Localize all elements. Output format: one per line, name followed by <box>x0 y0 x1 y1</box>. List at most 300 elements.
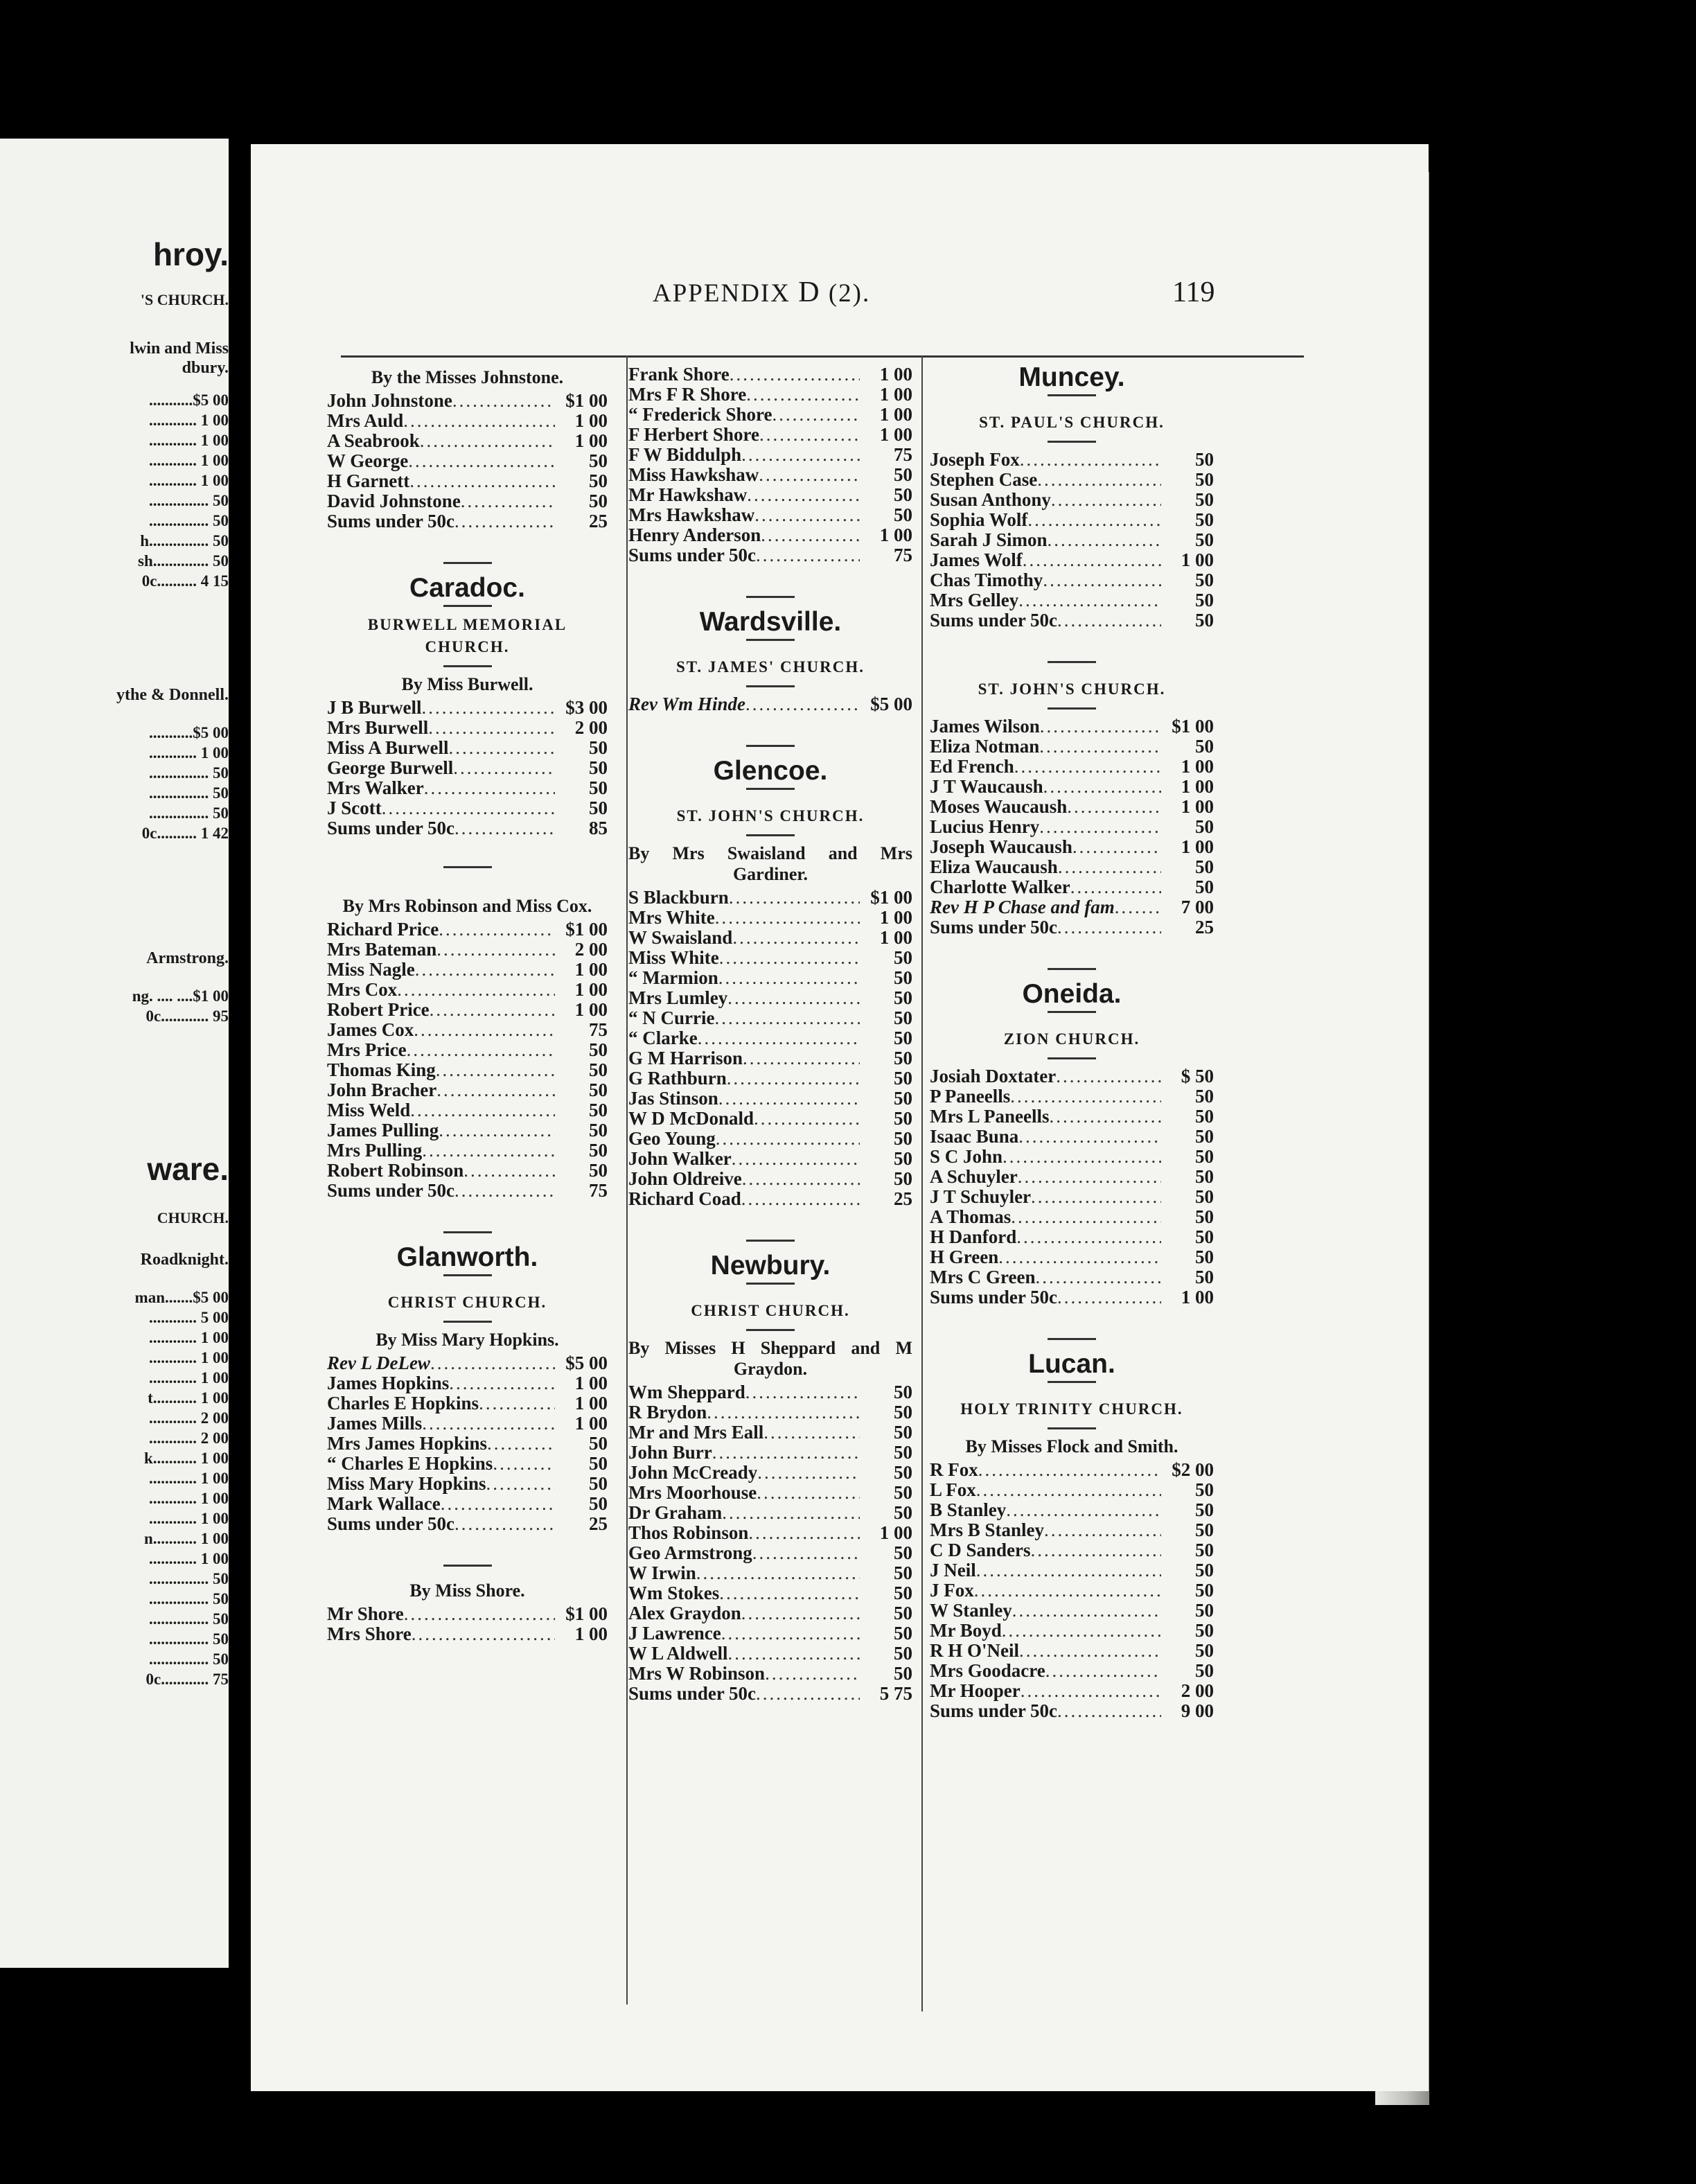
leader-dots <box>976 1560 1161 1580</box>
leader-dots <box>1014 757 1161 777</box>
donation-amount: 50 <box>589 1493 608 1514</box>
page-header <box>653 276 870 309</box>
donation-amount: 50 <box>894 967 912 988</box>
leader-dots <box>757 1483 860 1503</box>
donor-name: Rev H P Chase and fam <box>930 897 1115 917</box>
entry-row <box>628 1048 912 1068</box>
leader-dots <box>1043 777 1161 797</box>
donor-name: Mrs Price <box>327 1039 407 1060</box>
leader-dots <box>424 778 555 798</box>
left-page-line: CHURCH. <box>157 1209 229 1226</box>
donor-name: Mrs C Green <box>930 1267 1036 1287</box>
donation-amount: 50 <box>894 1007 912 1028</box>
church-st-pauls: ST. PAUL'S CHURCH. <box>979 414 1165 431</box>
entry-row <box>628 1463 912 1483</box>
donation-amount: 1 00 <box>1181 796 1214 817</box>
donation-amount: 50 <box>589 1473 608 1494</box>
lucan-list <box>930 1460 1214 1721</box>
entry-row <box>327 1060 608 1080</box>
entry-row <box>628 1402 912 1423</box>
left-page-line: sh.............. 50 <box>138 552 229 570</box>
donation-amount: 50 <box>894 1663 912 1684</box>
leader-dots <box>407 1040 555 1060</box>
donor-name: Miss A Burwell <box>327 737 449 758</box>
donation-amount: 50 <box>894 1603 912 1623</box>
title-rule <box>1048 394 1096 396</box>
entry-row <box>930 1086 1214 1107</box>
entry-row <box>930 1187 1214 1207</box>
column-divider-2 <box>921 355 923 2011</box>
donor-name: Sums under 50c <box>930 917 1058 937</box>
donation-amount: 50 <box>1195 1560 1214 1580</box>
donor-name: Susan Anthony <box>930 489 1051 510</box>
leader-dots <box>461 491 555 511</box>
entry-row <box>327 511 608 531</box>
leader-dots <box>1045 1661 1161 1681</box>
donor-name: Mr and Mrs Eall <box>628 1422 764 1443</box>
donation-amount: 50 <box>894 504 912 525</box>
entry-row <box>628 928 912 948</box>
leader-dots <box>716 1129 860 1149</box>
donor-name: Rev L DeLew <box>327 1353 430 1373</box>
donation-amount: $1 00 <box>565 1603 608 1624</box>
entry-row <box>628 405 912 425</box>
donation-amount: 50 <box>894 1068 912 1089</box>
donor-name: Lucius Henry <box>930 816 1040 837</box>
donation-amount: 50 <box>589 450 608 471</box>
entry-row <box>628 1068 912 1089</box>
heading-by-hopkins: By Miss Mary Hopkins. <box>376 1330 559 1350</box>
left-page-line: ............... 50 <box>149 804 229 822</box>
donation-amount: 50 <box>1195 1186 1214 1207</box>
donor-name: A Thomas <box>930 1206 1012 1227</box>
donor-name: Mr Shore <box>327 1603 404 1624</box>
donor-name: R H O'Neil <box>930 1640 1019 1661</box>
entry-row <box>930 1520 1214 1540</box>
place-newbury: Newbury. <box>710 1251 831 1280</box>
donor-name: Mrs Cox <box>327 979 398 1000</box>
leader-dots <box>756 1684 860 1704</box>
left-page-line: man.......$5 00 <box>134 1289 229 1306</box>
donor-name: R Fox <box>930 1459 978 1480</box>
church-holy-trinity: HOLY TRINITY CHURCH. <box>960 1400 1183 1418</box>
st-pauls-list <box>930 450 1214 631</box>
left-page-line: ythe & Donnell. <box>116 686 229 704</box>
entry-row <box>327 471 608 491</box>
donor-name: Mrs B Stanley <box>930 1520 1044 1540</box>
donor-name: James Hopkins <box>327 1373 450 1393</box>
donor-name: John Burr <box>628 1442 712 1463</box>
leader-dots <box>719 948 860 968</box>
leader-dots <box>463 1161 555 1181</box>
donor-name: W L Aldwell <box>628 1643 728 1664</box>
leader-dots <box>422 1141 555 1161</box>
place-glanworth: Glanworth. <box>396 1242 538 1272</box>
donor-name: “ Charles E Hopkins <box>327 1453 493 1474</box>
donor-name: Miss Hawkshaw <box>628 464 759 485</box>
entry-row <box>930 1540 1214 1560</box>
entry-row <box>628 694 912 714</box>
donor-name: Mrs Moorhouse <box>628 1482 757 1503</box>
leader-dots <box>998 1247 1161 1267</box>
leader-dots <box>415 960 555 980</box>
left-page-line: 0c............ 75 <box>145 1671 229 1688</box>
entry-row <box>628 485 912 505</box>
entry-row <box>628 1583 912 1603</box>
entry-row <box>930 877 1214 897</box>
leader-dots <box>410 1100 555 1120</box>
entry-row <box>327 718 608 738</box>
donation-amount: 25 <box>894 1188 912 1209</box>
donor-name: F W Biddulph <box>628 444 742 465</box>
donation-amount: 50 <box>589 1039 608 1060</box>
section-rule <box>443 1231 492 1233</box>
donor-name: Josiah Doxtater <box>930 1066 1057 1086</box>
leader-dots <box>1019 1641 1161 1661</box>
donor-name: Mrs James Hopkins <box>327 1433 488 1454</box>
leader-dots <box>1031 1187 1161 1207</box>
left-page-line: ............ 1 00 <box>149 1369 229 1386</box>
left-page-line: k........... 1 00 <box>143 1450 229 1467</box>
donation-amount: 50 <box>894 1128 912 1149</box>
entry-row <box>628 1543 912 1563</box>
donation-amount: 50 <box>1195 1600 1214 1621</box>
donor-name: W George <box>327 450 409 471</box>
donor-name: W Swaisland <box>628 927 733 948</box>
glencoe-list <box>628 888 912 1209</box>
leader-dots <box>1012 1601 1161 1621</box>
entry-row <box>628 1129 912 1149</box>
entry-row <box>930 1580 1214 1601</box>
leader-dots <box>487 1434 555 1454</box>
leader-dots <box>1016 1227 1161 1247</box>
heading-by-flock: By Misses Flock and Smith. <box>965 1436 1178 1456</box>
leader-dots <box>696 1563 860 1583</box>
donation-amount: 50 <box>1195 1580 1214 1601</box>
donation-amount: 50 <box>1195 1226 1214 1247</box>
donation-amount: 50 <box>894 1462 912 1483</box>
leader-dots <box>1040 716 1161 737</box>
entry-row <box>930 1066 1214 1086</box>
burwell-list <box>327 698 608 838</box>
appendix-label: APPENDIX <box>653 279 790 308</box>
left-page-line: ............... 50 <box>149 1650 229 1668</box>
heading-by-sheppard: By Misses H Sheppard and M Graydon. <box>628 1338 912 1379</box>
left-page-line: 0c.......... 4 15 <box>141 572 229 590</box>
leader-dots <box>1044 1520 1161 1540</box>
donation-amount: 50 <box>1195 1206 1214 1227</box>
entry-row <box>930 917 1214 937</box>
donor-name: Geo Armstrong <box>628 1542 752 1563</box>
left-page-line: Roadknight. <box>140 1251 229 1269</box>
donor-name: Henry Anderson <box>628 525 761 545</box>
donation-amount: 50 <box>1195 1540 1214 1560</box>
donation-amount: $1 00 <box>565 919 608 940</box>
left-page-line: ............ 1 00 <box>149 1550 229 1567</box>
leader-dots <box>453 758 555 778</box>
left-page-line: ............... 50 <box>149 492 229 509</box>
leader-dots <box>404 1604 555 1624</box>
left-page-line: ............... 50 <box>149 512 229 529</box>
entry-row <box>930 817 1214 837</box>
left-page-line: ............... 50 <box>149 784 229 802</box>
entry-row <box>930 490 1214 510</box>
section-rule <box>746 745 795 747</box>
left-page-line: ............ 5 00 <box>149 1309 229 1326</box>
donation-amount: 50 <box>894 1442 912 1463</box>
donation-amount: 1 00 <box>879 525 912 545</box>
donation-amount: 1 00 <box>1181 836 1214 857</box>
donor-name: Thos Robinson <box>628 1522 749 1543</box>
page-number: 119 <box>1172 276 1215 308</box>
leader-dots <box>436 1060 555 1080</box>
entry-row <box>930 510 1214 530</box>
leader-dots <box>722 1503 860 1523</box>
donor-name: David Johnstone <box>327 491 461 511</box>
leader-dots <box>1039 737 1161 757</box>
entry-row <box>628 888 912 908</box>
donation-amount: 50 <box>589 1140 608 1161</box>
entry-row <box>628 1008 912 1028</box>
donor-name: F Herbert Shore <box>628 424 759 445</box>
donation-amount: 50 <box>894 1108 912 1129</box>
leader-dots <box>454 1181 555 1201</box>
left-page-line: ............ 2 00 <box>149 1409 229 1427</box>
title-rule <box>443 605 492 607</box>
left-page-line: t........... 1 00 <box>148 1389 229 1407</box>
entry-row <box>628 1623 912 1644</box>
leader-dots <box>1056 1066 1161 1086</box>
donation-amount: 50 <box>894 1502 912 1523</box>
leader-dots <box>1115 897 1161 917</box>
leader-dots <box>1037 470 1161 490</box>
entry-row <box>930 570 1214 590</box>
entry-row <box>327 1161 608 1181</box>
entry-row <box>628 364 912 385</box>
entry-row <box>628 545 912 565</box>
title-rule <box>1048 1381 1096 1383</box>
entry-row <box>628 1684 912 1704</box>
donation-amount: 1 00 <box>574 410 608 431</box>
donation-amount: 50 <box>894 1088 912 1109</box>
donation-amount: 50 <box>894 1482 912 1503</box>
title-rule <box>1048 707 1096 710</box>
donation-amount: 1 00 <box>1181 756 1214 777</box>
entry-row <box>327 818 608 838</box>
place-caradoc: Caradoc. <box>409 573 525 603</box>
title-rule <box>443 665 492 667</box>
church-burwell-memorial: BURWELL MEMORIAL CHURCH. <box>367 616 567 655</box>
left-page-line: Armstrong. <box>146 949 229 967</box>
donor-name: R Brydon <box>628 1402 707 1423</box>
donation-amount: 50 <box>1195 1520 1214 1540</box>
donor-name: Isaac Buna <box>930 1126 1019 1147</box>
column-1 <box>327 364 608 1644</box>
donor-name: J Scott <box>327 798 382 818</box>
entry-row <box>628 1382 912 1402</box>
donor-name: Miss Mary Hopkins <box>327 1473 486 1494</box>
donor-name: John Johnstone <box>327 390 452 411</box>
leader-dots <box>439 919 555 940</box>
entry-row <box>628 908 912 928</box>
donation-amount: 1 00 <box>574 979 608 1000</box>
leader-dots <box>745 1382 860 1402</box>
donor-name: Joseph Waucaush <box>930 836 1072 857</box>
entry-row <box>930 1167 1214 1187</box>
donation-amount: 50 <box>1195 449 1214 470</box>
donor-name: Wm Sheppard <box>628 1382 745 1402</box>
donation-amount: 50 <box>894 1623 912 1644</box>
donor-name: Mr Hawkshaw <box>628 484 748 505</box>
donation-amount: 50 <box>894 1542 912 1563</box>
leader-dots <box>732 1149 860 1169</box>
leader-dots <box>449 738 555 758</box>
donor-name: Sums under 50c <box>628 1683 757 1704</box>
entry-row <box>930 470 1214 490</box>
entry-row <box>628 1028 912 1048</box>
left-page-line: 0c............ 95 <box>145 1007 229 1025</box>
entry-row <box>327 1494 608 1514</box>
shore-cont-list <box>628 364 912 565</box>
donation-amount: 50 <box>894 1402 912 1423</box>
leader-dots <box>752 1543 860 1563</box>
donor-name: J Neil <box>930 1560 976 1580</box>
donation-amount: 2 00 <box>1181 1680 1214 1701</box>
entry-row <box>327 1000 608 1020</box>
donor-name: Mrs Pulling <box>327 1140 423 1161</box>
donation-amount: 50 <box>1195 1479 1214 1500</box>
leader-dots <box>732 928 860 948</box>
leader-dots <box>1011 1207 1161 1227</box>
leader-dots <box>974 1580 1161 1601</box>
entry-row <box>930 777 1214 797</box>
heading-by-johnstone: By the Misses Johnstone. <box>371 367 564 387</box>
leader-dots <box>408 451 555 471</box>
donation-amount: 75 <box>589 1019 608 1040</box>
leader-dots <box>1021 1681 1161 1701</box>
entry-row <box>327 1514 608 1534</box>
donation-amount: 50 <box>1195 529 1214 550</box>
leader-dots <box>719 1583 860 1603</box>
entry-row <box>327 1454 608 1474</box>
title-rule <box>443 1274 492 1276</box>
entry-row <box>930 1207 1214 1227</box>
donation-amount: 50 <box>1195 1166 1214 1187</box>
donor-name: Mrs Burwell <box>327 717 429 738</box>
leader-dots <box>746 385 860 405</box>
donor-name: James Pulling <box>327 1120 439 1141</box>
leader-dots <box>747 485 860 505</box>
entry-row <box>628 1483 912 1503</box>
donation-amount: 1 00 <box>574 1413 608 1434</box>
entry-row <box>930 1127 1214 1147</box>
entry-row <box>327 1604 608 1624</box>
left-page-line: ware. <box>147 1151 229 1187</box>
entry-row <box>628 1603 912 1623</box>
leader-dots <box>729 888 860 908</box>
leader-dots <box>718 1089 860 1109</box>
donation-amount: 1 00 <box>1181 1287 1214 1307</box>
left-page-line: 'S CHURCH. <box>140 291 229 308</box>
donor-name: John Oldreive <box>628 1168 742 1189</box>
donor-name: Sarah J Simon <box>930 529 1048 550</box>
entry-row <box>930 1287 1214 1307</box>
donation-amount: 50 <box>1195 1640 1214 1661</box>
donor-name: Mr Boyd <box>930 1620 1002 1641</box>
donor-name: Geo Young <box>628 1128 716 1149</box>
leader-dots <box>1018 1167 1161 1187</box>
leader-dots <box>759 425 860 445</box>
donation-amount: $ 50 <box>1181 1066 1214 1086</box>
leader-dots <box>1020 450 1161 470</box>
left-page-line: ............ 1 00 <box>149 1510 229 1527</box>
entry-row <box>628 385 912 405</box>
leader-dots <box>1018 590 1161 610</box>
donor-name: Mrs Auld <box>327 410 404 431</box>
donor-name: Sums under 50c <box>327 818 455 838</box>
donation-amount: 50 <box>589 737 608 758</box>
entry-row <box>628 1664 912 1684</box>
entry-row <box>930 1621 1214 1641</box>
donor-name: “ N Currie <box>628 1007 715 1028</box>
donor-name: J Lawrence <box>628 1623 721 1644</box>
entry-row <box>930 590 1214 610</box>
entry-row <box>327 1624 608 1644</box>
donation-amount: 50 <box>589 777 608 798</box>
donation-amount: 50 <box>589 491 608 511</box>
entry-row <box>327 1120 608 1141</box>
donation-amount: 50 <box>1195 1126 1214 1147</box>
donor-name: H Green <box>930 1247 999 1267</box>
leader-dots <box>441 1494 555 1514</box>
donor-name: Joseph Fox <box>930 449 1020 470</box>
entry-row <box>930 1681 1214 1701</box>
entry-row <box>327 738 608 758</box>
donor-name: Robert Price <box>327 999 430 1020</box>
entry-row <box>628 505 912 525</box>
leader-dots <box>1058 857 1161 877</box>
donor-name: Mrs Hawkshaw <box>628 504 755 525</box>
donor-name: Mrs L Paneells <box>930 1106 1050 1127</box>
donation-amount: 50 <box>1195 469 1214 490</box>
entry-row <box>628 948 912 968</box>
entry-row <box>327 451 608 471</box>
entry-row <box>930 1267 1214 1287</box>
leader-dots <box>742 1169 860 1189</box>
donor-name: “ Marmion <box>628 967 718 988</box>
leader-dots <box>754 505 860 525</box>
donor-name: Sums under 50c <box>930 1287 1058 1307</box>
title-rule <box>1048 441 1096 443</box>
leader-dots <box>436 1080 555 1100</box>
left-page-line: ............ 1 00 <box>149 744 229 761</box>
donor-name: Ed French <box>930 756 1014 777</box>
leader-dots <box>707 1402 860 1423</box>
donation-amount: 50 <box>1195 509 1214 530</box>
donor-name: P Paneells <box>930 1086 1011 1107</box>
leader-dots <box>1049 1107 1161 1127</box>
leader-dots <box>454 511 555 531</box>
entry-row <box>327 798 608 818</box>
leader-dots <box>741 445 860 465</box>
donation-amount: 2 00 <box>574 939 608 960</box>
donor-name: L Fox <box>930 1479 976 1500</box>
robinson-list <box>327 919 608 1201</box>
leader-dots <box>1027 510 1161 530</box>
donor-name: Sums under 50c <box>930 610 1058 631</box>
column-2 <box>628 364 912 1704</box>
leader-dots <box>754 1109 860 1129</box>
